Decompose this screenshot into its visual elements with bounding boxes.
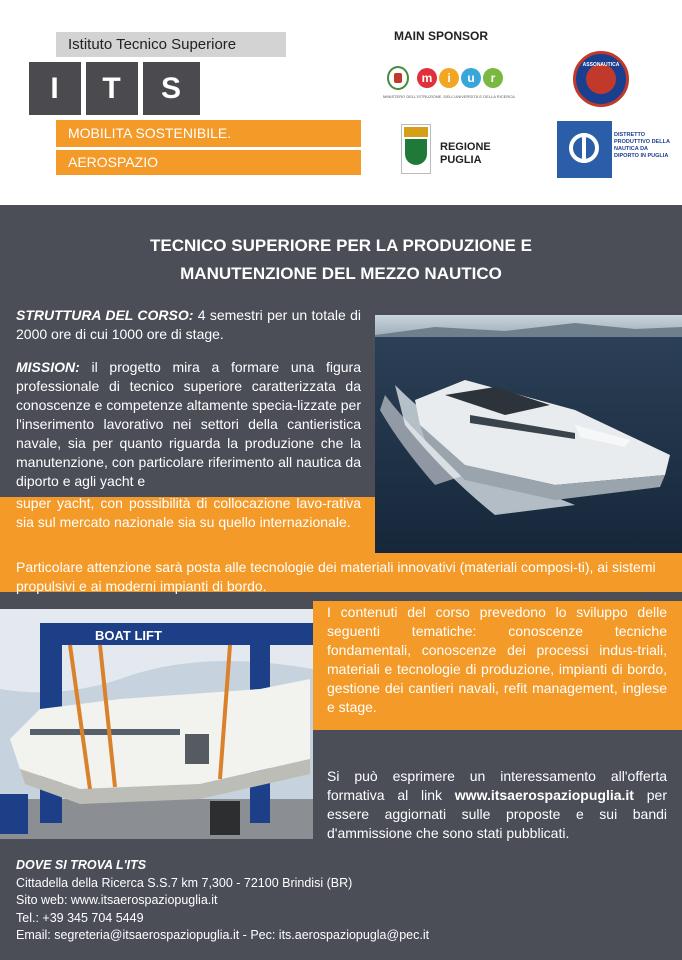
mission-label: MISSION:: [16, 359, 80, 375]
its-letter-s: S: [143, 62, 200, 115]
distretto-logo-text: DISTRETTO PRODUTTIVO DELLA NAUTICA DA DIPORTO IN PUGLIA: [614, 132, 670, 159]
contact-email[interactable]: Email: segreteria@itsaerospaziopuglia.it - Pec: its.aerospaziopugla@pec.it: [16, 928, 430, 942]
attenzione-paragraph: Particolare attenzione sarà posta alle tecnologie dei materiali innovativi (materiali composi-ti), ai sistemi propulsivi e ai moderni impianti di bordo.: [16, 559, 656, 594]
assonautica-text: ASSONAUTICA: [582, 62, 620, 68]
struttura-paragraph: [16, 306, 361, 344]
miur-letter-r: r: [483, 68, 503, 88]
contact-info: [16, 857, 429, 945]
distretto-helm-icon: [557, 121, 612, 178]
struttura-label: STRUTTURA DEL CORSO:: [16, 307, 194, 323]
struttura-text: 4 semestri per un totale di 2000 ore di cui 1000 ore di stage.: [16, 307, 361, 342]
interesse-post: per essere aggiornati sulle proposte e sui bandi d'ammissione che sono stati pubblicati.: [327, 787, 667, 841]
regione-line1: REGIONE: [440, 141, 491, 153]
interesse-pre: Si può esprimere un interessamento all'offerta formativa al link: [327, 768, 667, 803]
area-mobilita: MOBILITA SOSTENIBILE.: [56, 120, 361, 147]
boat-lift-sign: BOAT LIFT: [95, 628, 162, 643]
main-panel: [0, 205, 682, 960]
mission-text: il progetto mira a formare una figura professionale di tecnico superiore caratterizzata da conoscenze e competenze altamente specia-lizzate per l'inserimento lavorativo nei settori della cantieristica navale, sia per quanto riguarda la produzione che la manutenzione, con particolare riferimento all nautica da diporto e agli yacht e: [16, 359, 361, 489]
header: [0, 0, 682, 205]
its-letter-t: T: [86, 62, 138, 115]
its-label: Istituto Tecnico Superiore: [56, 32, 286, 57]
miur-letter-u: u: [461, 68, 481, 88]
miur-logo: [383, 60, 513, 105]
mission-continuation: super yacht, con possibilità di collocazione lavo-rativa sia sul mercato nazionale sia su quello internazionale.: [16, 495, 361, 530]
regione-puglia-shield-icon: [401, 124, 431, 174]
interesse-paragraph: [327, 767, 667, 843]
yacht-at-sea-photo: [375, 315, 682, 553]
miur-letter-m: m: [417, 68, 437, 88]
course-title: [80, 232, 602, 288]
contact-address: Cittadella della Ricerca S.S.7 km 7,300 - 72100 Brindisi (BR): [16, 875, 353, 890]
contact-phone[interactable]: Tel.: +39 345 704 5449: [16, 910, 144, 925]
main-sponsor-title: MAIN SPONSOR: [394, 29, 489, 43]
contenuti-paragraph: I contenuti del corso prevedono lo sviluppo delle seguenti tematiche: conoscenze tecniche fondamentali, conoscenze dei processi indus-triali, materiali e tecnologie di produzione, impianti di bordo, gestione dei cantieri navali, refit management, inglese e stage.: [327, 604, 667, 715]
contact-title: DOVE SI TROVA L'ITS: [16, 858, 147, 872]
assonautica-logo: [573, 51, 629, 107]
its-letter-i: I: [29, 62, 81, 115]
mission-paragraph: [16, 358, 361, 491]
italian-emblem-icon: [387, 66, 409, 90]
interesse-link[interactable]: www.itsaerospaziopuglia.it: [454, 787, 634, 803]
boat-lift-photo: [0, 609, 313, 839]
course-title-line2: MANUTENZIONE DEL MEZZO NAUTICO: [180, 264, 502, 283]
regione-line2: PUGLIA: [440, 154, 482, 166]
miur-caption: MINISTERO DELL'ISTRUZIONE, DELL'UNIVERSITÀ E DELLA RICERCA: [383, 94, 515, 99]
course-title-line1: TECNICO SUPERIORE PER LA PRODUZIONE E: [150, 236, 532, 255]
area-aerospazio: AEROSPAZIO: [56, 150, 361, 175]
miur-letter-i: i: [439, 68, 459, 88]
regione-puglia-logo-text: [440, 141, 491, 167]
contact-website[interactable]: Sito web: www.itsaerospaziopuglia.it: [16, 893, 218, 907]
